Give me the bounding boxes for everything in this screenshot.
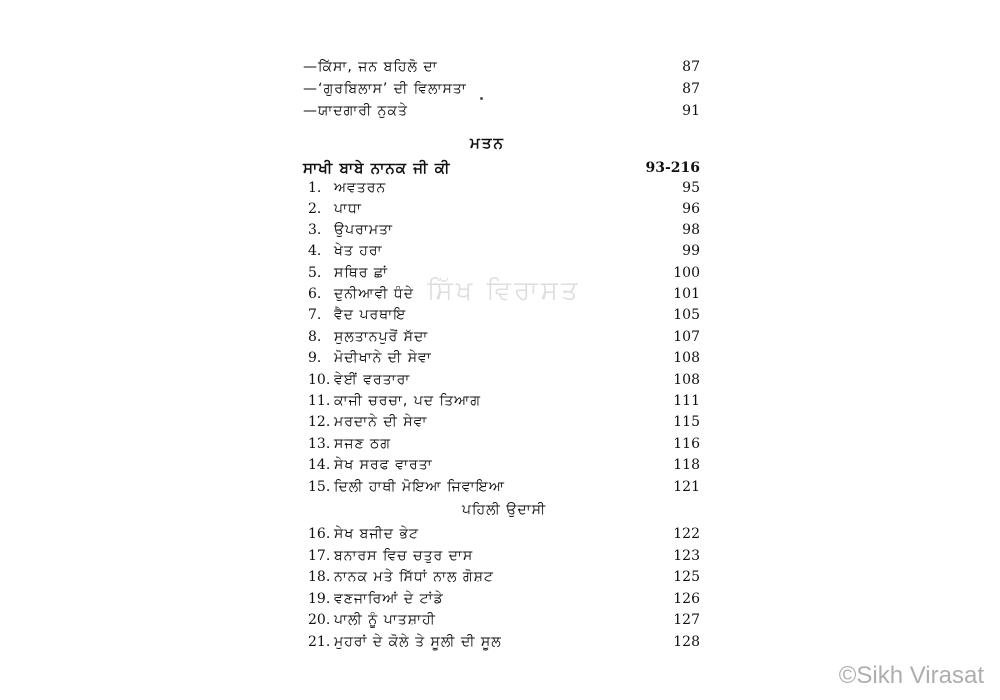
chapter-entry <box>308 347 700 369</box>
chapter-title: ਮੋਦੀਖਾਨੇ ਦੀ ਸੇਵਾ <box>334 350 432 366</box>
chapter-entry <box>308 198 700 220</box>
entry-title: —ਯਾਦਗਾਰੀ ਨੁਕਤੇ <box>303 103 408 119</box>
chapter-entry <box>308 177 700 199</box>
entry-page: 87 <box>682 59 700 75</box>
chapter-number: 21. <box>308 634 331 650</box>
chapter-title: ਦੁਨੀਆਵੀ ਧੰਦੇ <box>334 286 414 302</box>
toc-entry <box>303 56 700 78</box>
chapter-title: ਪਾਧਾ <box>334 201 362 217</box>
subsection-heading: ਪਹਿਲੀ ਉਦਾਸੀ <box>462 502 547 518</box>
chapter-page: 125 <box>673 569 700 585</box>
toc-entry <box>303 100 700 122</box>
chapter-entry <box>308 369 700 391</box>
chapter-title: ਮੁਹਰਾਂ ਦੇ ਕੋਲੇ ਤੇ ਸੂਲੀ ਦੀ ਸੂਲ <box>334 634 502 650</box>
chapter-page: 122 <box>673 526 700 542</box>
chapter-number: 9. <box>308 350 322 366</box>
chapter-title: ਸੇਖ ਬਜੀਦ ਭੇਟ <box>334 526 420 542</box>
book-entry <box>303 157 700 179</box>
chapter-entry <box>308 566 700 588</box>
chapter-entry <box>308 219 700 241</box>
chapter-title: ਖੇਤ ਹਰਾ <box>334 243 383 259</box>
chapter-title: ਵੈਦ ਪਰਥਾਇ <box>334 307 407 323</box>
chapter-page: 111 <box>673 393 700 409</box>
chapter-number: 16. <box>308 526 331 542</box>
chapter-page: 123 <box>673 548 700 564</box>
chapter-number: 6. <box>308 286 322 302</box>
chapter-number: 17. <box>308 548 331 564</box>
chapter-page: 118 <box>673 457 700 473</box>
chapter-entry <box>308 454 700 476</box>
chapter-title: ਦਿਲੀ ਹਾਥੀ ਮੋਇਆ ਜਿਵਾਇਆ <box>334 479 505 495</box>
chapter-title: ਕਾਜੀ ਚਰਚਾ, ਪਦ ਤਿਆਗ <box>334 393 482 409</box>
chapter-number: 18. <box>308 569 331 585</box>
chapter-number: 2. <box>308 201 322 217</box>
chapter-title: ਅਵਤਰਨ <box>334 180 387 196</box>
chapter-page: 105 <box>673 307 700 323</box>
chapter-number: 3. <box>308 222 322 238</box>
chapter-title: ਮਰਦਾਨੇ ਦੀ ਸੇਵਾ <box>334 414 428 430</box>
chapter-number: 1. <box>308 180 322 196</box>
toc-entry <box>303 78 700 100</box>
entry-title: —ਕਿੱਸਾ, ਜਨ ਬਹਿਲੋ ਦਾ <box>303 59 438 75</box>
chapter-number: 10. <box>308 372 331 388</box>
chapter-title: ਵੇਈਂ ਵਰਤਾਰਾ <box>334 372 411 388</box>
chapter-page: 100 <box>673 265 700 281</box>
chapter-page: 121 <box>673 479 700 495</box>
chapter-page: 101 <box>673 286 700 302</box>
chapter-page: 127 <box>673 612 700 628</box>
book-pages: 93-216 <box>645 160 700 176</box>
chapter-number: 8. <box>308 329 322 345</box>
chapter-page: 95 <box>682 180 700 196</box>
chapter-entry <box>308 240 700 262</box>
chapter-page: 98 <box>682 222 700 238</box>
chapter-number: 14. <box>308 457 331 473</box>
chapter-entry <box>308 609 700 631</box>
chapter-number: 15. <box>308 479 331 495</box>
chapter-entry <box>308 545 700 567</box>
chapter-number: 5. <box>308 265 322 281</box>
chapter-page: 128 <box>673 634 700 650</box>
chapter-title: ਬਨਾਰਸ ਵਿਚ ਚਤੁਰ ਦਾਸ <box>334 548 474 564</box>
chapter-entry <box>308 304 700 326</box>
chapter-title: ਸੇਖ ਸਰਫ ਵਾਰਤਾ <box>334 457 433 473</box>
chapter-title: ਵਣਜਾਰਿਆਂ ਦੇ ਟਾਂਡੇ <box>334 591 444 607</box>
chapter-number: 11. <box>308 393 331 409</box>
chapter-page: 96 <box>682 201 700 217</box>
chapter-number: 20. <box>308 612 331 628</box>
chapter-entry <box>308 411 700 433</box>
watermark-corner: ©Sikh Virasat <box>838 662 984 689</box>
chapter-title: ਸੁਲਤਾਨਪੁਰੋਂ ਸੱਦਾ <box>334 329 429 345</box>
chapter-title: ਸਥਿਰ ਛਾਂ <box>334 265 388 281</box>
chapter-number: 13. <box>308 436 331 452</box>
chapter-title: ਪਾਲੀ ਨੂੰ ਪਾਤਸ਼ਾਹੀ <box>334 612 436 628</box>
chapter-entry <box>308 433 700 455</box>
chapter-title: ਨਾਨਕ ਮਤੇ ਸਿੱਧਾਂ ਨਾਲ ਗੋਸ਼ਟ <box>334 569 494 585</box>
chapter-number: 12. <box>308 414 331 430</box>
chapter-title: ਸਜਣ ਠਗ <box>334 436 391 452</box>
chapter-page: 126 <box>673 591 700 607</box>
chapter-page: 107 <box>673 329 700 345</box>
entry-title: —‘ਗੁਰਬਿਲਾਸ’ ਦੀ ਵਿਲਾਸਤਾ <box>303 81 467 97</box>
chapter-page: 108 <box>673 350 700 366</box>
chapter-entry <box>308 476 700 498</box>
chapter-page: 108 <box>673 372 700 388</box>
section-heading: ਮਤਨ <box>470 134 505 152</box>
entry-page: 87 <box>682 81 700 97</box>
chapter-page: 115 <box>673 414 700 430</box>
book-title: ਸਾਖੀ ਬਾਬੇ ਨਾਨਕ ਜੀ ਕੀ <box>303 159 451 177</box>
chapter-entry <box>308 523 700 545</box>
chapter-page: 116 <box>673 436 700 452</box>
chapter-number: 19. <box>308 591 331 607</box>
chapter-page: 99 <box>682 243 700 259</box>
chapter-entry <box>308 390 700 412</box>
chapter-title: ਉਪਰਾਮਤਾ <box>334 222 394 238</box>
watermark-center: ਸਿੱਖ ਵਿਰਾਸਤ <box>427 276 581 306</box>
chapter-number: 7. <box>308 307 322 323</box>
chapter-entry <box>308 326 700 348</box>
chapter-number: 4. <box>308 243 322 259</box>
entry-page: 91 <box>682 103 700 119</box>
chapter-entry <box>308 588 700 610</box>
chapter-entry <box>308 631 700 653</box>
